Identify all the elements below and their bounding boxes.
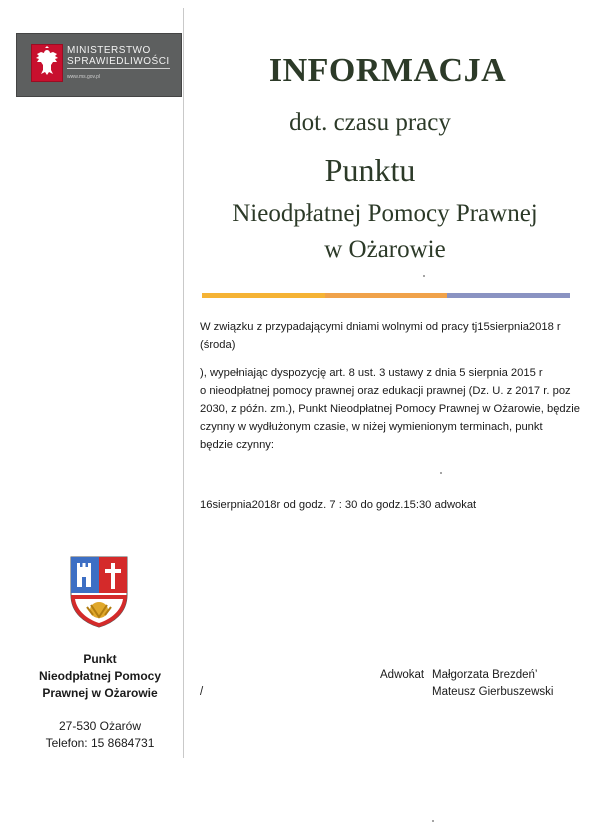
paragraph-line: W związku z przypadającymi dniami wolnymi od pracy tj15sierpnia2018 r [200, 321, 561, 333]
office-name-line2: Nieodpłatnej Pomocy [38, 669, 162, 683]
ministry-logo [16, 33, 182, 97]
heading-punktu: Punktu [324, 152, 416, 188]
office-name [20, 651, 180, 702]
paragraph-intro [200, 318, 590, 354]
ministry-line2: SPRAWIEDLIWOŚCI [67, 56, 170, 67]
office-phone: Telefon: 15 8684731 [45, 736, 155, 750]
paragraph-line: o nieodpłatnej pomocy prawnej oraz edukacji prawnej (Dz. U. z 2017 r. poz [200, 385, 571, 397]
office-name-line1: Punkt [83, 652, 117, 666]
ministry-url: www.ms.gov.pl [67, 74, 100, 80]
paragraph-line: będzie czynny: [200, 439, 275, 451]
paragraph-legal [200, 364, 590, 454]
ministry-name [67, 45, 177, 69]
office-contact [20, 718, 180, 752]
paragraph-line: 2030, z późn. zm.), Punkt Nieodpłatnej Pomocy Prawnej w Ożarowie, będzie [200, 403, 580, 415]
color-divider-bar [202, 293, 570, 298]
bar-segment-right [447, 293, 570, 298]
slash-mark: / [200, 686, 204, 698]
scan-speck [432, 820, 434, 822]
polish-eagle-icon [31, 44, 63, 82]
coat-of-arms-icon [69, 555, 129, 629]
bar-segment-left [202, 293, 325, 298]
schedule-line: 16sierpnia2018r od godz. 7 : 30 do godz.15:30 adwokat [200, 499, 477, 511]
signature-name-1: Małgorzata Brezdeń’ [432, 669, 538, 681]
heading-name-line1: Nieodpłatnej Pomocy Prawnej [232, 200, 538, 227]
scan-speck [423, 275, 425, 277]
ministry-line1: MINISTERSTWO [67, 45, 151, 56]
signature-name-2: Mateusz Gierbuszewski [432, 686, 554, 698]
page-subtitle: dot. czasu pracy [289, 109, 451, 136]
paragraph-line: (środa) [200, 339, 236, 351]
sidebar-divider [183, 8, 184, 758]
bar-segment-middle [325, 293, 448, 298]
office-address: 27-530 Ożarów [58, 719, 142, 733]
office-name-line3: Prawnej w Ożarowie [42, 686, 158, 700]
heading-name-line2: w Ożarowie [324, 236, 446, 263]
paragraph-line: czynny w wydłużonym czasie, w niżej wymienionym terminach, punkt [200, 421, 543, 433]
page-title: INFORMACJA [268, 52, 507, 89]
scan-speck [440, 472, 442, 474]
paragraph-line: ), wypełniając dyspozycję art. 8 ust. 3 ustawy z dnia 5 sierpnia 2015 r [200, 367, 543, 379]
signature-label: Adwokat [380, 669, 425, 681]
